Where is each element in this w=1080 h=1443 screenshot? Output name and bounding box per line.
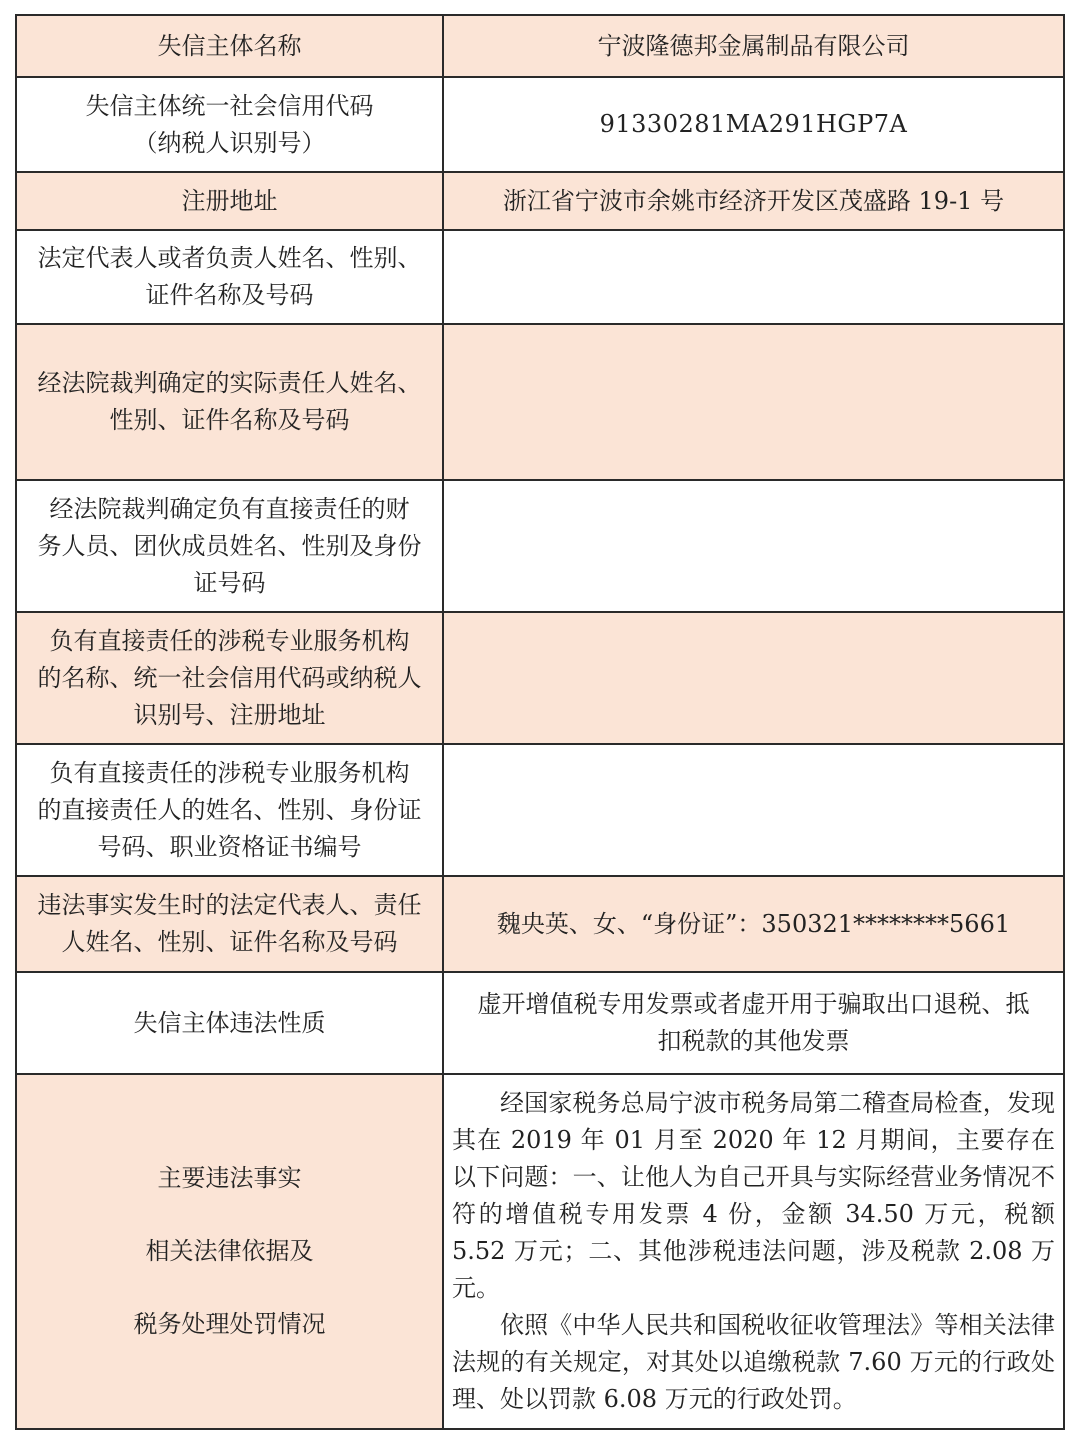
value-cell-empty [443,230,1064,324]
label-text: 主要违法事实 [157,1164,302,1192]
label-text: 负有直接责任的涉税专业服务机构 [49,626,410,655]
label-text: 失信主体统一社会信用代码 [85,91,374,120]
label-text: 人姓名、性别、证件名称及号码 [61,928,398,956]
row-subject-name [16,15,1064,77]
spacer [25,1270,434,1306]
label-cell [16,972,443,1074]
label-text: 注册地址 [181,186,278,215]
label-text: 经法院裁判确定的实际责任人姓名、 [37,369,422,397]
value-cell-empty [443,612,1064,744]
row-violation-nature [16,972,1064,1074]
subject-name-value: 宁波隆德邦金属制品有限公司 [597,31,910,60]
label-text: 经法院裁判确定负有直接责任的财 [49,494,410,523]
label-cell [16,15,443,77]
label-text: 负有直接责任的涉税专业服务机构 [49,758,410,787]
value-cell-empty [443,744,1064,876]
label-cell [16,172,443,230]
label-text: 失信主体名称 [157,31,302,60]
value-cell [443,15,1064,77]
credit-info-table [15,14,1065,1430]
label-text: 务人员、团伙成员姓名、性别及身份 [37,531,422,560]
row-legal-rep [16,230,1064,324]
label-text: 号码、职业资格证书编号 [97,832,362,861]
violation-nature-value: 扣税款的其他发票 [657,1027,850,1055]
label-cell [16,1074,443,1429]
label-text: （纳税人识别号） [133,128,326,157]
row-rep-at-violation [16,876,1064,972]
row-address [16,172,1064,230]
rep-at-violation-value: 魏央英、女、“身份证”：350321********5661 [496,909,1011,938]
label-text: 违法事实发生时的法定代表人、责任 [37,891,422,919]
label-cell [16,612,443,744]
label-cell [16,77,443,172]
value-cell [443,77,1064,172]
violation-nature-value: 虚开增值税专用发票或者虚开用于骗取出口退税、抵 [477,990,1030,1018]
label-text: 相关法律依据及 [145,1237,314,1265]
label-text: 的名称、统一社会信用代码或纳税人 [37,663,422,692]
label-text: 的直接责任人的姓名、性别、身份证 [37,795,422,824]
label-text: 法定代表人或者负责人姓名、性别、 [37,244,422,272]
label-cell [16,876,443,972]
row-finance-staff [16,480,1064,612]
value-cell-empty [443,480,1064,612]
value-cell [443,972,1064,1074]
label-text: 性别、证件名称及号码 [109,406,350,434]
row-agency-person [16,744,1064,876]
row-service-agency [16,612,1064,744]
label-text: 失信主体违法性质 [133,1008,326,1037]
value-cell [443,172,1064,230]
label-text: 识别号、注册地址 [133,700,326,729]
label-text: 证件名称及号码 [145,281,314,309]
label-text: 税务处理处罚情况 [133,1310,326,1338]
value-cell-empty [443,324,1064,480]
label-cell [16,480,443,612]
label-text: 证号码 [193,568,266,597]
facts-paragraph-2: 依照《中华人民共和国税收征收管理法》等相关法律法规的有关规定，对其处以追缴税款 7.60 万元的行政处理、处以罚款 6.08 万元的行政处罚。 [452,1311,1055,1413]
label-cell [16,324,443,480]
spacer [25,1197,434,1233]
address-value: 浙江省宁波市余姚市经济开发区茂盛路 19-1 号 [502,186,1005,215]
facts-paragraph-1: 经国家税务总局宁波市税务局第二稽查局检查，发现其在 2019 年 01 月至 2020 年 12 月期间，主要存在以下问题：一、让他人为自己开具与实际经营业务情况不符的增值税专用发票 4 份，金额 34.50 万元，税额 5.52 万元；二、其他涉税违法问题，涉及税款 2.08 万元。 [452,1089,1055,1302]
value-cell [443,876,1064,972]
row-credit-code [16,77,1064,172]
facts-cell [443,1074,1064,1429]
label-cell [16,744,443,876]
row-main-facts [16,1074,1064,1429]
row-actual-responsible [16,324,1064,480]
label-cell [16,230,443,324]
credit-code-value: 91330281MA291HGP7A [599,110,908,138]
